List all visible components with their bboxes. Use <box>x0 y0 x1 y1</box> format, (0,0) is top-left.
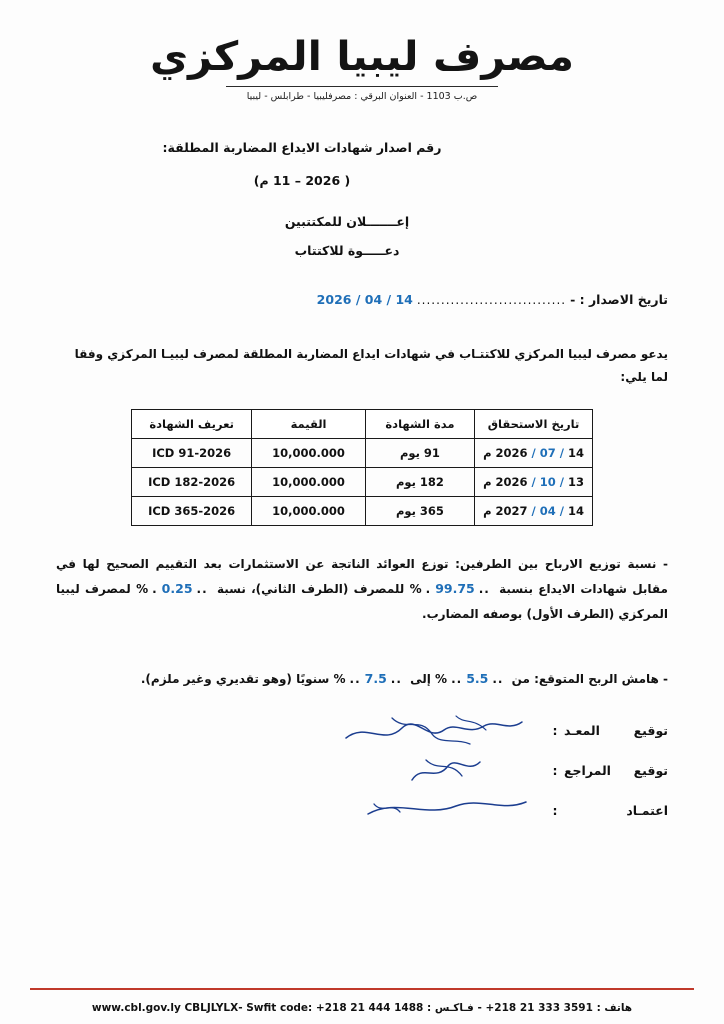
issue-number-title: رقم اصدار شهادات الايداع المضاربة المطلقة: <box>162 140 442 155</box>
certificates-table <box>131 409 593 526</box>
margin-suffix: % سنويًا (وهو تقديري وغير ملزم). <box>140 672 346 687</box>
table-row <box>132 496 593 525</box>
footer-divider <box>30 988 694 990</box>
signature-area <box>56 712 668 832</box>
maturity-year-1: 2026 <box>495 474 528 489</box>
cell-identifier: ICD 365-2026 <box>132 496 252 525</box>
maturity-suffix-1: م <box>483 474 492 489</box>
signature-label-reviewer: توقيع المراجع <box>564 762 668 778</box>
profit-share-value-cbl: 0.25 <box>161 581 193 597</box>
profit-share-clause: - نسبة توزيع الارباح بين الطرفين: توزع العوائد الناتجة عن الاستثمارات بعد التقييم الصحيح لها في مقابل شهادات الايداع بنسبة ..99.75.% للمصرف (الطرف الثاني)، نسبة ..0.25.% لمصرف ليبيا المركزي (الطرف الأول) بوصفه المضارب. <box>56 556 668 621</box>
issue-date-dots: ............................... <box>416 293 567 307</box>
maturity-day-0: 14 <box>568 445 585 460</box>
header-period: مدة الشهادة <box>365 409 474 438</box>
signature-label-preparer: توقيع المعـد <box>564 722 668 738</box>
profit-share-mid: % للمصرف (الطرف الثاني)، نسبة <box>216 582 422 597</box>
signature-row-preparer <box>56 712 668 748</box>
header-maturity-date: تاريخ الاستحقاق <box>475 409 593 438</box>
maturity-suffix-2: م <box>483 503 492 518</box>
signature-colon-preparer: : <box>552 722 558 738</box>
maturity-year-0: 2026 <box>495 445 528 460</box>
margin-value-min: 5.5 <box>466 671 489 687</box>
cell-period: 182 يوم <box>365 467 474 496</box>
invitation-heading: دعـــــوة للاكتتاب <box>294 243 400 258</box>
expected-margin-clause: - هامش الربح المتوقع: من ..5.5..% إلى ..7.5..% سنويًا (وهو تقديري وغير ملزم). <box>140 671 668 687</box>
maturity-month-0: 07 <box>539 445 556 460</box>
footer-swift-label: - Swfit code: <box>238 1002 313 1014</box>
cell-period: 365 يوم <box>365 496 474 525</box>
bank-contact-line: ص.ب 1103 - العنوان البرقي : مصرفليبيا - طرابلس - ليبيا <box>246 91 478 102</box>
cell-amount: 10,000.000 <box>252 496 366 525</box>
intro-paragraph: يدعو مصرف ليبيا المركزي للاكتتـاب في شهادات ايداع المضاربة المطلقة لمصرف ليبيـا المركزي وفقا لما يلي: <box>74 347 668 384</box>
cell-amount: 10,000.000 <box>252 467 366 496</box>
issue-date-label: تاريخ الاصدار : - <box>570 292 668 307</box>
cell-maturity-date: 14 / 07 / 2026 م <box>475 438 593 467</box>
signature-mark-approval <box>56 792 546 828</box>
table-row <box>132 467 593 496</box>
signature-colon-reviewer: : <box>552 762 558 778</box>
footer-website[interactable]: www.cbl.gov.ly <box>91 1002 181 1014</box>
bank-name-calligraphy: مصرف ليبيا المركزي <box>150 34 574 80</box>
table-row <box>132 438 593 467</box>
header-amount: القيمة <box>252 409 366 438</box>
cell-period: 91 يوم <box>365 438 474 467</box>
issue-date-row <box>56 292 668 307</box>
margin-value-max: 7.5 <box>364 671 387 687</box>
logo-divider <box>226 86 498 87</box>
bank-logo-block <box>0 34 724 102</box>
footer-phone: +218 21 333 3591 <box>485 1002 593 1014</box>
maturity-month-1: 10 <box>539 474 556 489</box>
signature-row-approval <box>56 792 668 828</box>
table-header-row <box>132 409 593 438</box>
document-body <box>56 140 668 702</box>
issue-date-value: 14 / 04 / 2026 <box>316 292 413 307</box>
footer-fax-label: - فـاكـس : <box>427 1002 482 1014</box>
cell-identifier: ICD 91-2026 <box>132 438 252 467</box>
signature-label-approval: اعتمـاد <box>626 802 668 818</box>
cell-maturity-date: 13 / 10 / 2026 م <box>475 467 593 496</box>
profit-share-suffix: % لمصرف ليبيا المركزي (الطرف الأول) بوصفه المضارب. <box>56 582 668 621</box>
cell-maturity-date: 14 / 04 / 2027 م <box>475 496 593 525</box>
maturity-month-2: 04 <box>539 503 556 518</box>
footer-phone-label: هاتف : <box>596 1002 633 1014</box>
footer-fax: +218 21 444 1488 <box>315 1002 424 1014</box>
announcement-heading: إعـــــــلان للمكتتبين <box>284 214 410 229</box>
maturity-year-2: 2027 <box>495 503 528 518</box>
signature-colon-approval: : <box>552 802 558 818</box>
footer-swift-code: CBLJLYLX <box>184 1002 239 1014</box>
maturity-day-2: 14 <box>568 503 585 518</box>
header-identifier: تعريف الشهادة <box>132 409 252 438</box>
maturity-day-1: 13 <box>568 474 585 489</box>
cell-identifier: ICD 182-2026 <box>132 467 252 496</box>
signature-row-reviewer <box>56 752 668 788</box>
footer-contact <box>0 1002 724 1014</box>
margin-prefix: - هامش الربح المتوقع: من <box>511 672 668 687</box>
signature-mark-reviewer <box>56 752 546 788</box>
profit-share-prefix: - نسبة توزيع الارباح بين الطرفين: توزع العوائد الناتجة عن الاستثمارات بعد التقييم الصحيح لها في مقابل شهادات الايداع بنسبة <box>56 556 668 597</box>
profit-share-value-bank: 99.75 <box>435 581 475 597</box>
issue-number-value: ( 2026 – 11 م) <box>253 173 351 188</box>
maturity-suffix-0: م <box>483 445 492 460</box>
margin-mid: % إلى <box>410 672 448 687</box>
signature-mark-preparer <box>56 712 546 748</box>
cell-amount: 10,000.000 <box>252 438 366 467</box>
